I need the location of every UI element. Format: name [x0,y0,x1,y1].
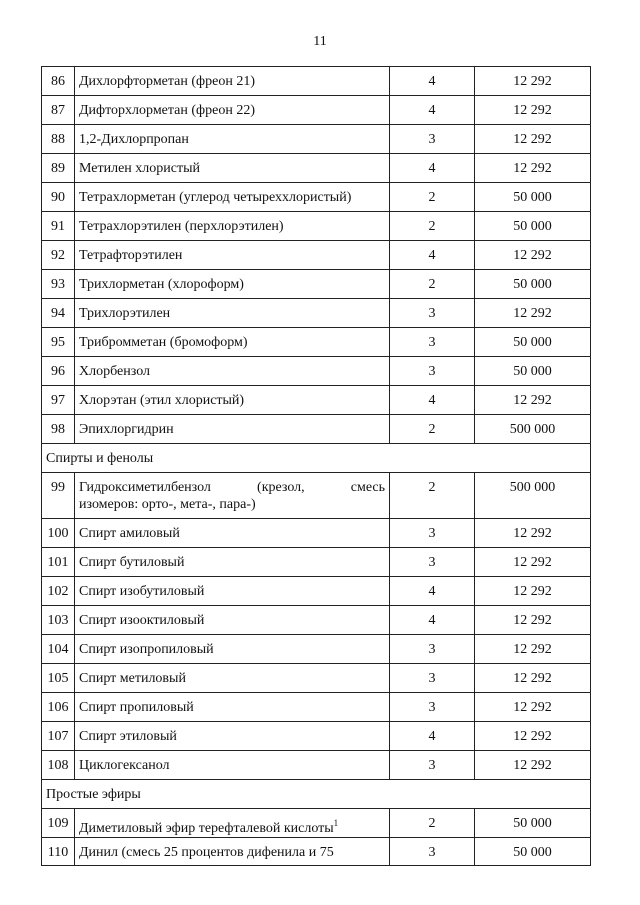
substance-name [75,270,390,299]
amount-value: 12 292 [475,386,591,415]
table-row [42,125,591,154]
row-number: 94 [42,299,75,328]
table-row [42,519,591,548]
amount-value: 50 000 [475,270,591,299]
substance-name-text: Тетрахлорэтилен (перхлорэтилен) [79,219,284,234]
row-number: 104 [42,635,75,664]
substance-name-word: смесь [350,480,385,495]
substance-name-text: 1,2-Дихлорпропан [79,132,189,147]
hazard-class: 3 [390,635,475,664]
substance-name [75,125,390,154]
substance-name [75,154,390,183]
hazard-class: 4 [390,722,475,751]
substance-name [75,635,390,664]
table-row [42,606,591,635]
amount-value: 500 000 [475,473,591,519]
row-number: 103 [42,606,75,635]
hazard-class: 2 [390,183,475,212]
substance-name [75,577,390,606]
table-row [42,548,591,577]
substance-name-text: Спирт изобутиловый [79,584,205,599]
substance-name-text: Тетрафторэтилен [79,248,183,263]
substance-name-text: Эпихлоргидрин [79,422,174,437]
substance-name [75,548,390,577]
hazard-class: 3 [390,299,475,328]
amount-value: 50 000 [475,809,591,838]
table-row [42,838,591,866]
hazard-class: 2 [390,415,475,444]
substance-name-text: Спирт метиловый [79,671,186,686]
hazard-class: 2 [390,212,475,241]
hazard-class: 4 [390,577,475,606]
substances-table [41,66,591,866]
amount-value: 500 000 [475,415,591,444]
hazard-class: 3 [390,693,475,722]
substance-name-text: Спирт бутиловый [79,555,185,570]
amount-value: 12 292 [475,519,591,548]
hazard-class: 4 [390,154,475,183]
row-number: 97 [42,386,75,415]
row-number: 107 [42,722,75,751]
substance-name-line-1 [79,479,385,496]
table-row [42,212,591,241]
hazard-class: 4 [390,606,475,635]
amount-value: 50 000 [475,838,591,866]
substance-name-text: Хлорэтан (этил хлористый) [79,393,245,408]
row-number: 96 [42,357,75,386]
row-number: 108 [42,751,75,780]
hazard-class: 3 [390,751,475,780]
table-row [42,154,591,183]
footnote-marker: 1 [333,818,339,828]
substance-name [75,67,390,96]
table-row [42,357,591,386]
substance-name-text: Циклогексанол [79,758,170,773]
row-number: 86 [42,67,75,96]
amount-value: 12 292 [475,722,591,751]
substances-table-body [42,67,591,866]
amount-value: 50 000 [475,357,591,386]
substance-name-text: Спирт изопропиловый [79,642,214,657]
hazard-class: 3 [390,664,475,693]
hazard-class: 3 [390,328,475,357]
row-number: 93 [42,270,75,299]
hazard-class: 4 [390,96,475,125]
row-number: 91 [42,212,75,241]
substance-name-text: Спирт этиловый [79,729,177,744]
amount-value: 12 292 [475,751,591,780]
substance-name [75,328,390,357]
substance-name-text: Диметиловый эфир терефталевой кислоты [79,821,334,836]
substance-name-text: Трихлорэтилен [79,306,171,321]
table-row [42,96,591,125]
amount-value: 50 000 [475,328,591,357]
hazard-class: 3 [390,838,475,866]
substance-name-word: Гидроксиметилбензол [79,480,211,495]
substance-name [75,664,390,693]
table-row [42,693,591,722]
row-number: 88 [42,125,75,154]
amount-value: 12 292 [475,577,591,606]
table-row [42,577,591,606]
table-row [42,241,591,270]
row-number: 101 [42,548,75,577]
substance-name-text: Дихлорфторметан (фреон 21) [79,74,255,89]
section-header-row [42,780,591,809]
row-number: 92 [42,241,75,270]
amount-value: 50 000 [475,212,591,241]
row-number: 109 [42,809,75,838]
substance-name [75,519,390,548]
row-number: 110 [42,838,75,866]
amount-value: 12 292 [475,241,591,270]
row-number: 90 [42,183,75,212]
hazard-class: 3 [390,548,475,577]
hazard-class: 3 [390,519,475,548]
amount-value: 12 292 [475,125,591,154]
substance-name-text: Метилен хлористый [79,161,200,176]
substance-name [75,357,390,386]
hazard-class: 2 [390,809,475,838]
substance-name-text: Динил (смесь 25 процентов дифенила и 75 [79,845,334,860]
substance-name [75,415,390,444]
amount-value: 12 292 [475,548,591,577]
substance-name [75,693,390,722]
substance-name-text: Тетрахлорметан (углерод четыреххлористый) [79,190,352,205]
table-row [42,328,591,357]
hazard-class: 3 [390,125,475,154]
table-row [42,299,591,328]
table-row [42,751,591,780]
amount-value: 12 292 [475,606,591,635]
row-number: 89 [42,154,75,183]
substance-name [75,299,390,328]
substance-name [75,183,390,212]
row-number: 87 [42,96,75,125]
table-row [42,415,591,444]
table-row [42,635,591,664]
row-number: 105 [42,664,75,693]
page-number: 11 [313,34,327,49]
amount-value: 50 000 [475,183,591,212]
amount-value: 12 292 [475,664,591,693]
hazard-class: 3 [390,357,475,386]
substance-name-text: Дифторхлорметан (фреон 22) [79,103,255,118]
substance-name-text: Трихлорметан (хлороформ) [79,277,244,292]
amount-value: 12 292 [475,96,591,125]
substance-name [75,386,390,415]
amount-value: 12 292 [475,299,591,328]
section-header-row [42,444,591,473]
amount-value: 12 292 [475,67,591,96]
hazard-class: 4 [390,241,475,270]
row-number: 100 [42,519,75,548]
row-number: 95 [42,328,75,357]
substance-name [75,606,390,635]
table-row [42,270,591,299]
substance-name-text: Спирт амиловый [79,526,180,541]
substance-name [75,212,390,241]
hazard-class: 4 [390,67,475,96]
row-number: 102 [42,577,75,606]
table-row [42,722,591,751]
table-row [42,473,591,519]
substance-name-text: Спирт пропиловый [79,700,194,715]
substance-name-line-2: изомеров: орто-, мета-, пара-) [79,497,256,512]
hazard-class: 2 [390,270,475,299]
section-title: Спирты и фенолы [42,444,591,473]
substance-name [75,241,390,270]
table-row [42,664,591,693]
table-row [42,809,591,838]
section-title: Простые эфиры [42,780,591,809]
row-number: 106 [42,693,75,722]
amount-value: 12 292 [475,154,591,183]
amount-value: 12 292 [475,693,591,722]
table-row [42,183,591,212]
table-row [42,67,591,96]
substance-name-word: (крезол, [257,480,305,495]
substance-name-text: Спирт изооктиловый [79,613,205,628]
row-number: 99 [42,473,75,519]
substance-name [75,751,390,780]
substance-name [75,722,390,751]
amount-value: 12 292 [475,635,591,664]
hazard-class: 2 [390,473,475,519]
substance-name-text: Трибромметан (бромоформ) [79,335,248,350]
row-number: 98 [42,415,75,444]
substance-name [75,838,390,866]
hazard-class: 4 [390,386,475,415]
substance-name [75,473,390,519]
substance-name [75,96,390,125]
substance-name-text: Хлорбензол [79,364,150,379]
substance-name [75,809,390,838]
table-row [42,386,591,415]
